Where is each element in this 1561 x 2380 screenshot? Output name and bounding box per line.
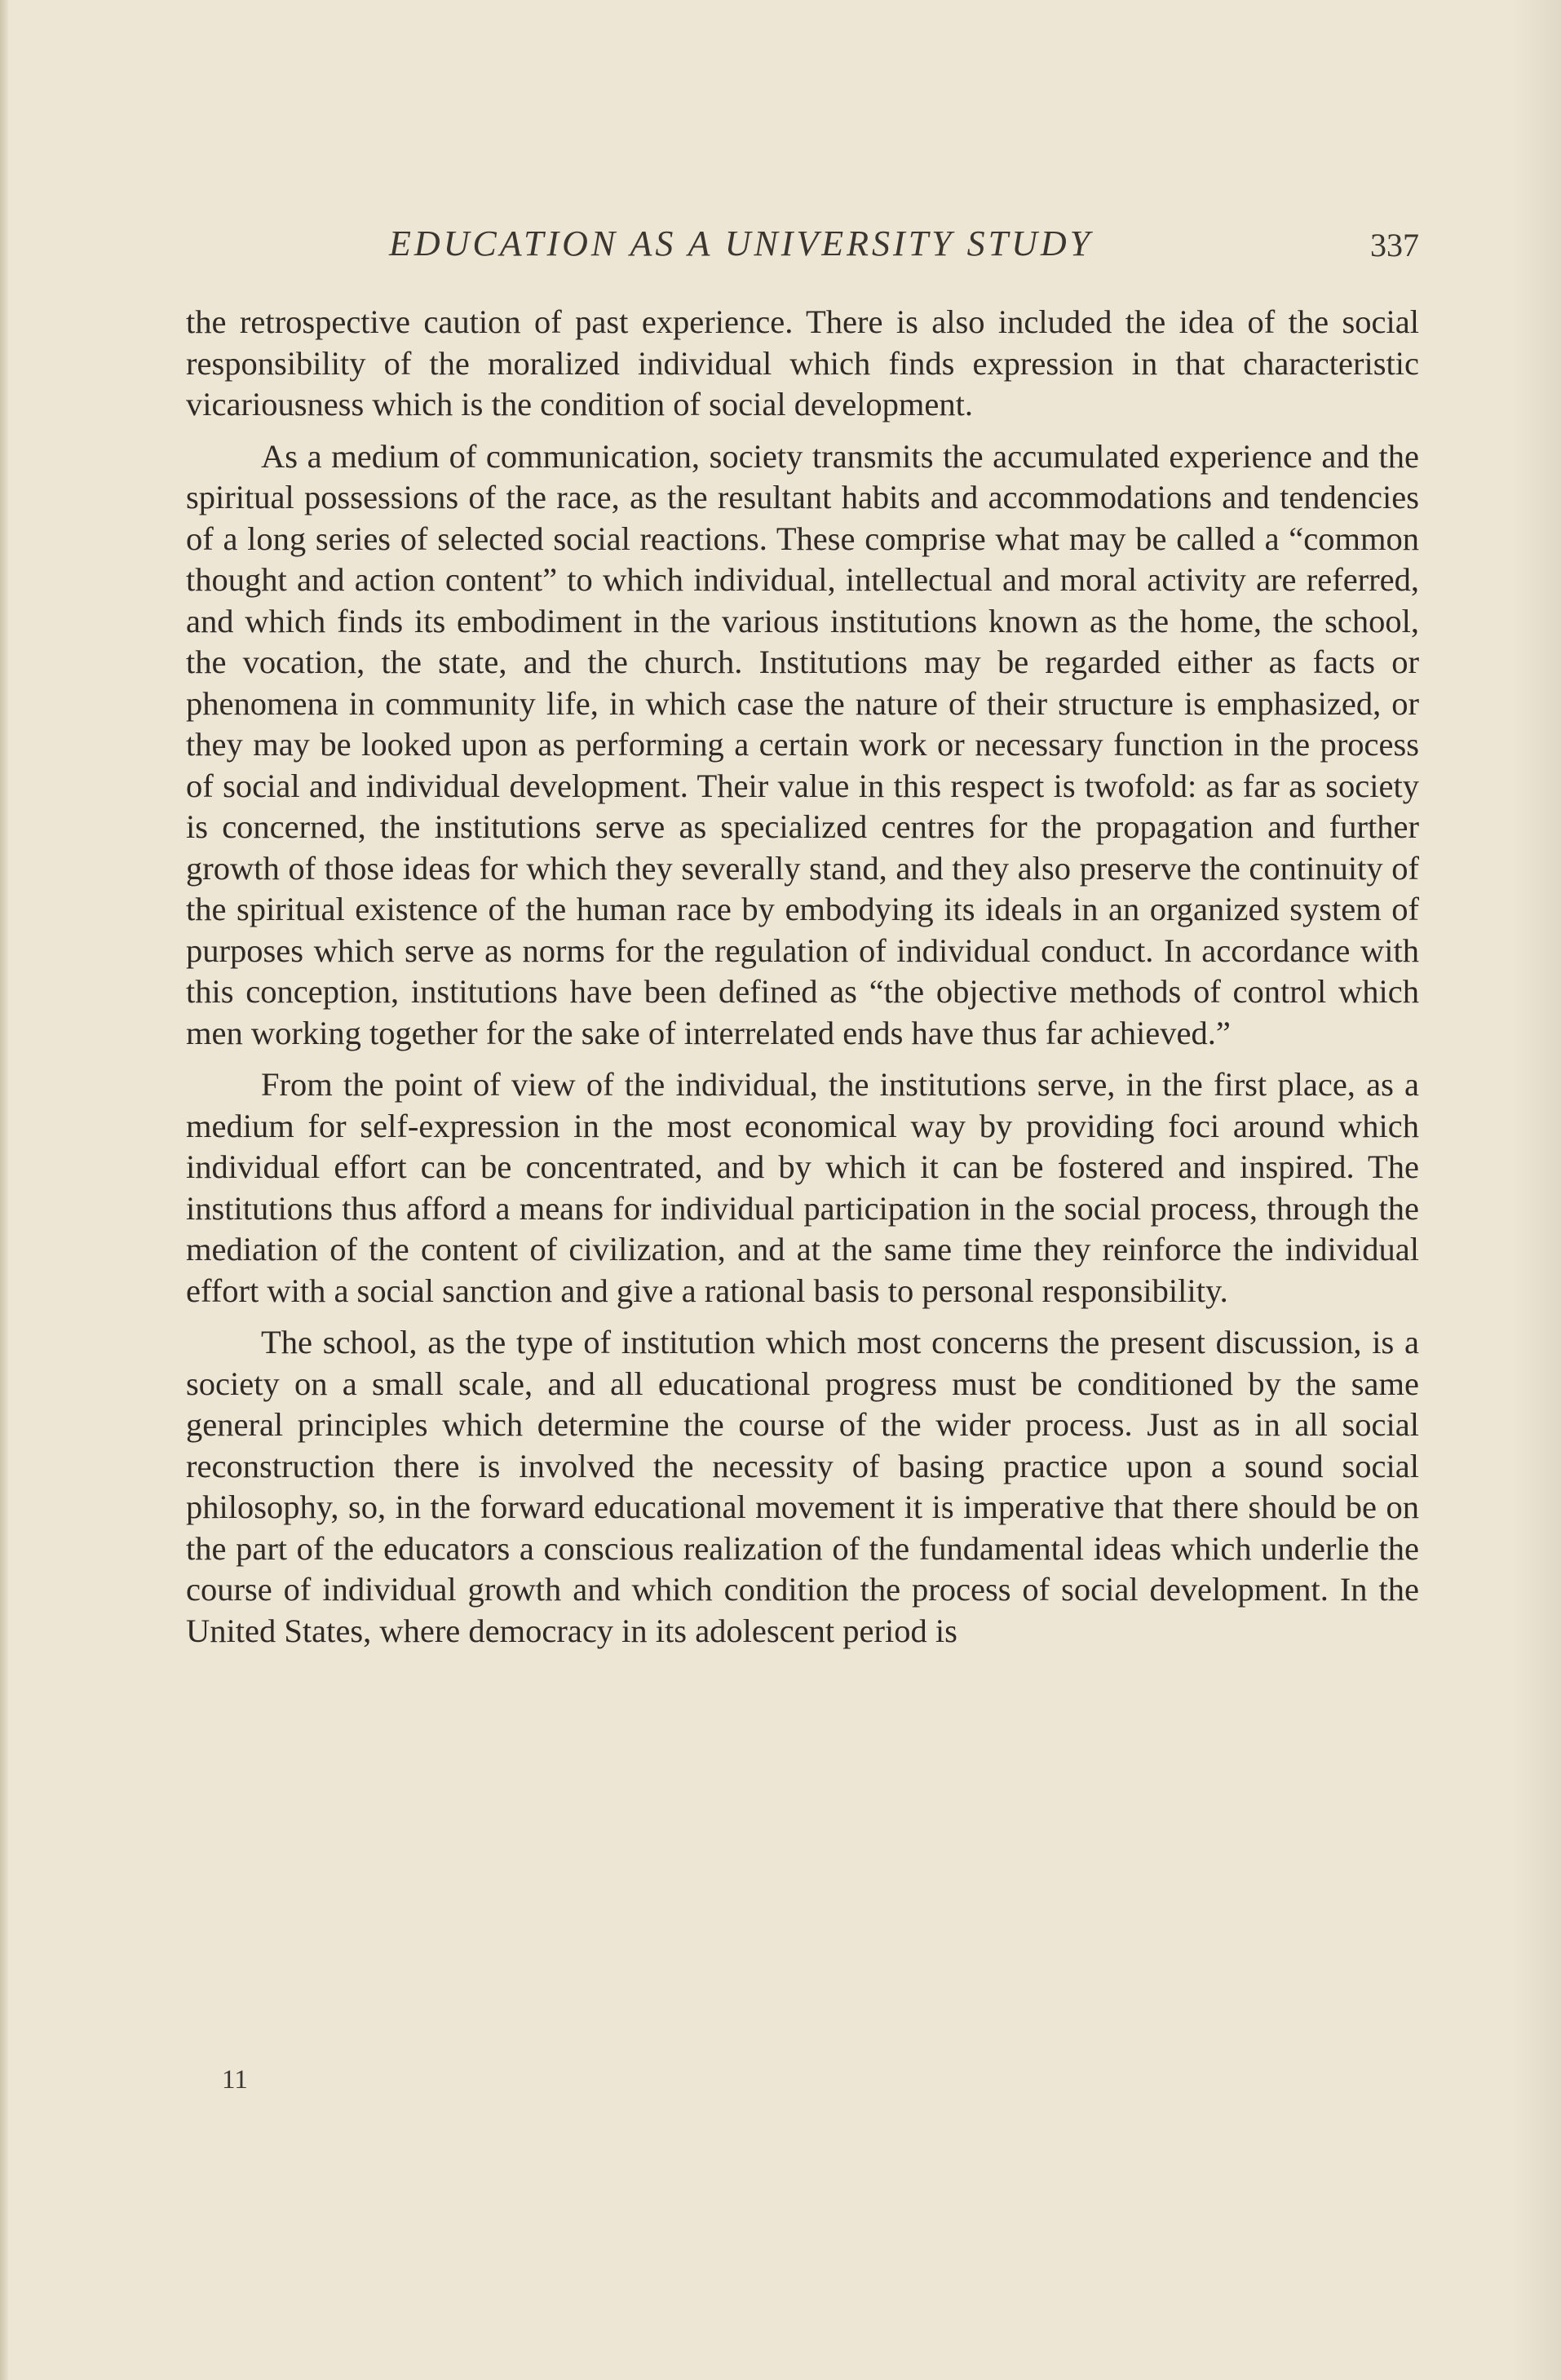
signature-mark: 11: [222, 2065, 248, 2095]
paragraph-1: the retrospective caution of past experience. There is also included the idea of the social responsibility of the moralized individual which finds expression in that characteristic vicariousness which is the condition of social development.: [186, 303, 1419, 422]
paragraph-2: As a medium of communication, society transmits the accumulated experience and the spiritual possessions of the race, as the resultant habits and accommodations and tendencies of a long series of selected social reactions. These comprise what may be called a “common thought and action content” to which individual, intellectual and moral activity are referred, and which finds its embodiment in the various institutions known as the home, the school, the vocation, the state, and the church. Institutions may be regarded either as facts or phenomena in community life, in which case the nature of their structure is emphasized, or they may be looked upon as performing a certain work or necessary function in the process of social and individual development. Their value in this respect is twofold: as far as society is concerned, the institutions serve as specialized centres for the propagation and further growth of those ideas for which they severally stand, and they also preserve the continuity of the spiritual existence of the human race by embodying its ideals in an organized system of purposes which serve as norms for the regulation of individual conduct. In accordance with this conception, institutions have been defined as “the objective methods of control which men working together for the sake of interrelated ends have thus far achieved.”: [186, 437, 1419, 1051]
body-text: [186, 302, 1419, 1652]
running-title: EDUCATION AS A UNIVERSITY STUDY: [389, 223, 1094, 263]
paragraph-4: The school, as the type of institution which most concerns the present discussion, is a society on a small scale, and all educational progress must be conditioned by the same general principles which determine the course of the wider process. Just as in all social reconstruction there is involved the necessity of basing practice upon a sound social philosophy, so, in the forward educational movement it is imperative that there should be on the part of the educators a conscious realization of the fundamental ideas which underlie the course of individual growth and which condition the process of social development. In the United States, where democracy in its adolescent period is: [186, 1324, 1419, 1649]
page-header: [188, 223, 1419, 272]
page-number: 337: [1370, 227, 1419, 263]
page-edge-shade: [1512, 0, 1561, 2380]
paragraph-3: From the point of view of the individual, the institutions serve, in the first place, as a medium for self-expression in the most economical way by providing foci around which individual effort can be concentrated, and by which it can be fostered and inspired. The institutions thus afford a means for individual participation in the social process, through the mediation of the content of civilization, and at the same time they reinforce the individual effort with a social sanction and give a rational basis to personal responsibility.: [186, 1066, 1419, 1309]
page-gutter: [0, 0, 8, 2380]
